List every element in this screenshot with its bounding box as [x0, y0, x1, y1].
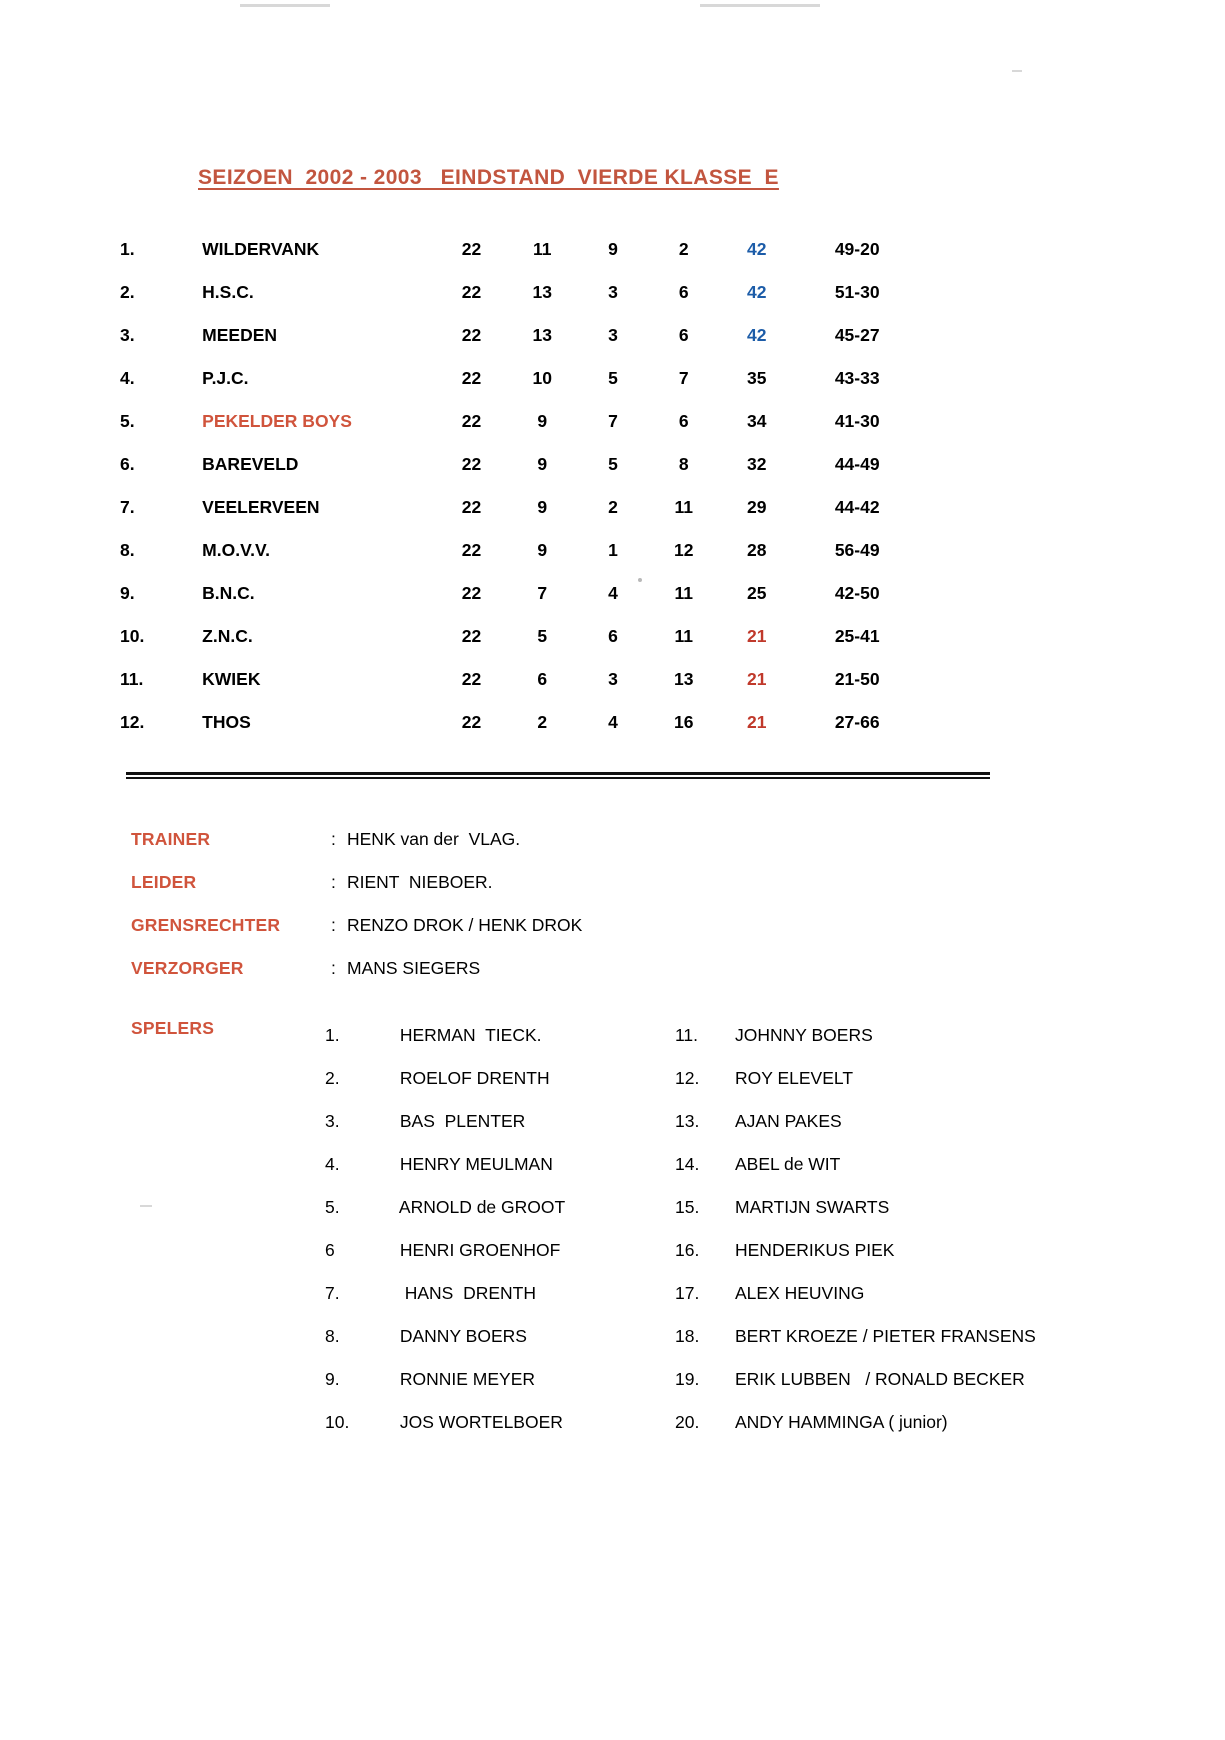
list-item: [325, 1272, 1115, 1315]
standings-team-name: P.J.C.: [202, 368, 249, 388]
player-name-left: HANS DRENTH: [395, 1283, 536, 1303]
standings-goals: 41-30: [834, 411, 880, 431]
standings-played: 22: [461, 712, 482, 732]
player-name-right: ALEX HEUVING: [735, 1283, 865, 1303]
divider-line-bottom: [126, 777, 990, 779]
player-name-left: BAS PLENTER: [395, 1111, 526, 1131]
player-name-right: ABEL de WIT: [735, 1154, 841, 1174]
player-name-right: ANDY HAMMINGA ( junior): [735, 1412, 948, 1432]
standings-rank: 7.: [120, 497, 135, 517]
standings-drawn: 5: [608, 368, 618, 388]
standings-lost: 16: [673, 712, 694, 732]
standings-won: 11: [532, 239, 552, 259]
standings-played: 22: [461, 239, 482, 259]
table-row: [120, 615, 920, 658]
standings-points: 21: [747, 669, 767, 689]
standings-goals: 42-50: [834, 583, 880, 603]
standings-rank: 12.: [120, 712, 145, 732]
player-name-right: ROY ELEVELT: [735, 1068, 854, 1088]
player-name-right: BERT KROEZE / PIETER FRANSENS: [735, 1326, 1036, 1346]
standings-team-name: VEELERVEEN: [202, 497, 320, 517]
standings-goals: 49-20: [834, 239, 880, 259]
staff-role-label: VERZORGER: [131, 958, 244, 978]
standings-points: 34: [747, 411, 767, 431]
player-number-left: 4.: [325, 1154, 340, 1174]
standings-goals: 27-66: [834, 712, 880, 732]
standings-played: 22: [461, 325, 482, 345]
standings-played: 22: [461, 411, 482, 431]
player-number-left: 8.: [325, 1326, 340, 1346]
standings-goals: 44-49: [834, 454, 880, 474]
table-row: [120, 357, 920, 400]
player-number-right: 16.: [675, 1240, 700, 1260]
standings-lost: 11: [674, 497, 693, 517]
player-number-right: 11.: [675, 1025, 699, 1045]
player-name-left: ROELOF DRENTH: [395, 1068, 550, 1088]
player-name-left: HENRY MEULMAN: [395, 1154, 553, 1174]
table-row: [120, 486, 920, 529]
table-row: [120, 400, 920, 443]
player-name-right: JOHNNY BOERS: [735, 1025, 873, 1045]
player-number-left: 10.: [325, 1412, 350, 1432]
player-number-right: 15.: [675, 1197, 700, 1217]
player-name-right: MARTIJN SWARTS: [735, 1197, 890, 1217]
table-row: [120, 314, 920, 357]
standings-lost: 11: [674, 626, 693, 646]
standings-drawn: 4: [608, 712, 618, 732]
standings-drawn: 2: [608, 497, 618, 517]
standings-goals: 44-42: [834, 497, 880, 517]
standings-rank: 9.: [120, 583, 135, 603]
staff-person-name: MANS SIEGERS: [347, 958, 481, 978]
list-item: [325, 1358, 1115, 1401]
player-name-left: JOS WORTELBOER: [395, 1412, 563, 1432]
player-number-left: 7.: [325, 1283, 340, 1303]
staff-colon: :: [331, 958, 336, 978]
player-number-right: 14.: [675, 1154, 700, 1174]
standings-rank: 6.: [120, 454, 135, 474]
player-number-left: 5.: [325, 1197, 340, 1217]
player-number-left: 1.: [325, 1025, 340, 1045]
standings-lost: 12: [673, 540, 694, 560]
table-row: [120, 228, 920, 271]
scan-artifact: [700, 4, 820, 7]
staff-colon: :: [331, 872, 336, 892]
standings-rank: 8.: [120, 540, 135, 560]
player-name-left: DANNY BOERS: [395, 1326, 527, 1346]
staff-row: [131, 818, 891, 861]
staff-role-label: TRAINER: [131, 829, 211, 849]
standings-won: 9: [537, 497, 548, 517]
standings-rank: 4.: [120, 368, 135, 388]
standings-team-name: BAREVELD: [202, 454, 299, 474]
staff-list: [131, 818, 891, 990]
player-name-right: HENDERIKUS PIEK: [735, 1240, 895, 1260]
player-number-right: 18.: [675, 1326, 700, 1346]
standings-points: 42: [747, 325, 767, 345]
standings-rank: 3.: [120, 325, 135, 345]
staff-person-name: RENZO DROK / HENK DROK: [347, 915, 583, 935]
standings-drawn: 6: [608, 626, 618, 646]
standings-won: 5: [537, 626, 548, 646]
standings-won: 2: [537, 712, 548, 732]
standings-played: 22: [461, 626, 482, 646]
staff-role-label: GRENSRECHTER: [131, 915, 281, 935]
player-name-right: ERIK LUBBEN / RONALD BECKER: [735, 1369, 1025, 1389]
standings-team-name: WILDERVANK: [202, 239, 320, 259]
standings-won: 6: [537, 669, 548, 689]
player-name-left: HERMAN TIECK.: [395, 1025, 542, 1045]
standings-body: [120, 228, 920, 744]
table-row: [120, 529, 920, 572]
standings-points: 25: [747, 583, 767, 603]
table-row: [120, 572, 920, 615]
standings-rank: 5.: [120, 411, 135, 431]
standings-drawn: 4: [608, 583, 618, 603]
list-item: [325, 1401, 1115, 1444]
standings-rank: 10.: [120, 626, 145, 646]
players-list: [325, 1014, 1115, 1444]
standings-goals: 45-27: [834, 325, 880, 345]
standings-lost: 6: [678, 325, 689, 345]
standings-played: 22: [461, 454, 482, 474]
standings-points: 42: [747, 282, 767, 302]
list-item: [325, 1100, 1115, 1143]
standings-played: 22: [461, 368, 482, 388]
standings-drawn: 5: [608, 454, 618, 474]
list-item: [325, 1315, 1115, 1358]
players-section-label: SPELERS: [131, 1018, 215, 1038]
standings-points: 32: [747, 454, 767, 474]
list-item: [325, 1143, 1115, 1186]
standings-lost: 11: [674, 583, 693, 603]
standings-won: 9: [537, 540, 548, 560]
staff-person-name: HENK van der VLAG.: [347, 829, 521, 849]
standings-team-name: PEKELDER BOYS: [202, 411, 352, 431]
standings-points: 42: [747, 239, 767, 259]
standings-won: 10: [532, 368, 552, 388]
standings-goals: 21-50: [834, 669, 880, 689]
standings-played: 22: [461, 540, 482, 560]
table-row: [120, 443, 920, 486]
standings-lost: 13: [673, 669, 694, 689]
standings-won: 9: [537, 411, 548, 431]
standings-lost: 6: [678, 411, 689, 431]
list-item: [325, 1014, 1115, 1057]
player-name-right: AJAN PAKES: [735, 1111, 842, 1131]
player-name-left: HENRI GROENHOF: [395, 1240, 561, 1260]
staff-row: [131, 904, 891, 947]
staff-colon: :: [331, 915, 336, 935]
player-number-right: 12.: [675, 1068, 700, 1088]
standings-played: 22: [461, 497, 482, 517]
staff-row: [131, 861, 891, 904]
standings-goals: 25-41: [834, 626, 880, 646]
standings-team-name: H.S.C.: [202, 282, 254, 302]
standings-points: 35: [747, 368, 767, 388]
standings-played: 22: [461, 669, 482, 689]
standings-goals: 51-30: [834, 282, 880, 302]
list-item: [325, 1186, 1115, 1229]
standings-points: 28: [747, 540, 767, 560]
player-number-left: 3.: [325, 1111, 340, 1131]
staff-person-name: RIENT NIEBOER.: [347, 872, 493, 892]
standings-won: 13: [532, 282, 552, 302]
standings-team-name: Z.N.C.: [202, 626, 253, 646]
standings-played: 22: [461, 282, 482, 302]
scan-artifact: [1012, 70, 1022, 72]
standings-team-name: KWIEK: [202, 669, 261, 689]
standings-team-name: B.N.C.: [202, 583, 255, 603]
staff-colon: :: [331, 829, 336, 849]
standings-won: 13: [532, 325, 552, 345]
standings-drawn: 7: [608, 411, 618, 431]
scan-artifact: [140, 1205, 152, 1207]
player-number-left: 2.: [325, 1068, 340, 1088]
standings-points: 21: [747, 626, 767, 646]
table-row: [120, 658, 920, 701]
player-number-left: 9.: [325, 1369, 340, 1389]
staff-row: [131, 947, 891, 990]
player-number-right: 13.: [675, 1111, 700, 1131]
standings-team-name: M.O.V.V.: [202, 540, 270, 560]
player-name-left: RONNIE MEYER: [395, 1369, 536, 1389]
list-item: [325, 1057, 1115, 1100]
standings-lost: 7: [678, 368, 689, 388]
standings-drawn: 9: [608, 239, 618, 259]
standings-team-name: THOS: [202, 712, 251, 732]
scan-artifact: [240, 4, 330, 7]
standings-points: 21: [747, 712, 767, 732]
player-name-left: ARNOLD de GROOT: [395, 1197, 566, 1217]
standings-rank: 2.: [120, 282, 135, 302]
table-row: [120, 701, 920, 744]
standings-drawn: 3: [608, 325, 618, 345]
staff-role-label: LEIDER: [131, 872, 197, 892]
standings-played: 22: [461, 583, 482, 603]
page-title: SEIZOEN 2002 - 2003 EINDSTAND VIERDE KLASSE E: [198, 166, 779, 189]
standings-goals: 43-33: [834, 368, 880, 388]
standings-rank: 11.: [120, 669, 144, 689]
table-row: [120, 271, 920, 314]
standings-lost: 6: [678, 282, 689, 302]
list-item: [325, 1229, 1115, 1272]
scan-artifact: [638, 578, 642, 582]
standings-goals: 56-49: [834, 540, 880, 560]
standings-lost: 2: [678, 239, 689, 259]
standings-table: [120, 228, 920, 744]
standings-rank: 1.: [120, 239, 135, 259]
player-number-left: 6: [325, 1240, 335, 1260]
standings-lost: 8: [678, 454, 689, 474]
standings-team-name: MEEDEN: [202, 325, 278, 345]
standings-drawn: 1: [608, 540, 618, 560]
section-divider: [126, 772, 990, 779]
player-number-right: 20.: [675, 1412, 700, 1432]
standings-won: 9: [537, 454, 548, 474]
standings-drawn: 3: [608, 282, 618, 302]
standings-points: 29: [747, 497, 767, 517]
standings-drawn: 3: [608, 669, 618, 689]
player-number-right: 19.: [675, 1369, 700, 1389]
player-number-right: 17.: [675, 1283, 700, 1303]
standings-won: 7: [537, 583, 548, 603]
divider-line-top: [126, 772, 990, 775]
